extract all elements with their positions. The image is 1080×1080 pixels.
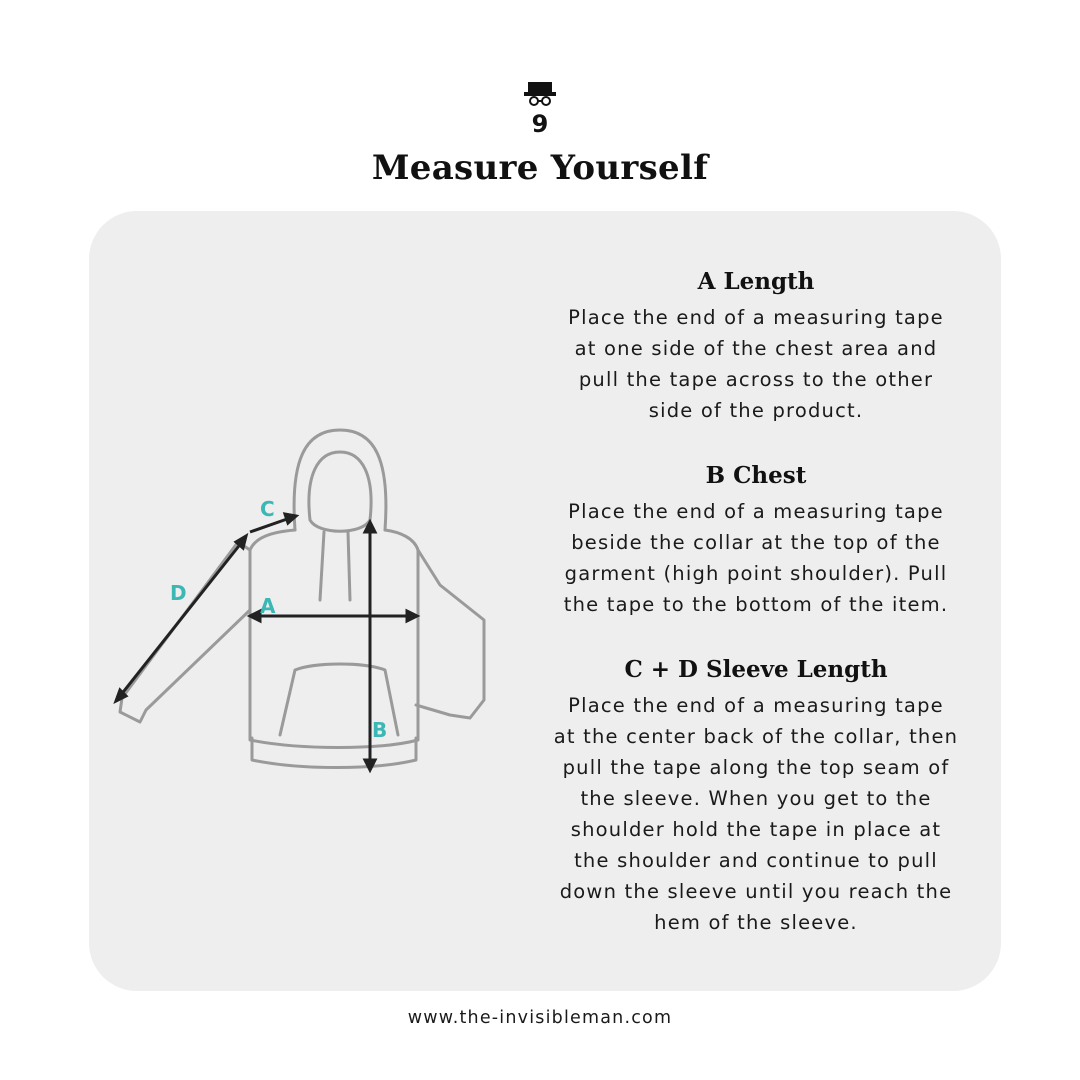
hoodie-measurement-diagram (100, 420, 500, 780)
section-sleeve-text: Place the end of a measuring tape at the center back of the collar, then pull the tape along the top seam of the sleeve. When you get to the shoulder hold the tape in place at the shoulder and continue to pull down the sleeve until you reach the hem of the sleeve. (553, 694, 959, 934)
section-length (532, 266, 980, 426)
section-sleeve-length (532, 654, 980, 938)
brand-logo-icon (520, 80, 560, 136)
label-a: A (260, 594, 276, 618)
label-b: B (372, 718, 388, 742)
label-c: C (260, 497, 275, 521)
section-length-text: Place the end of a measuring tape at one side of the chest area and pull the tape across to the other side of the product. (568, 306, 944, 422)
page-title: Measure Yourself (371, 148, 709, 188)
section-length-heading: A Length (697, 268, 815, 295)
section-chest (532, 460, 980, 620)
section-chest-heading: B Chest (705, 462, 807, 489)
label-d: D (170, 581, 187, 605)
section-sleeve-heading: C + D Sleeve Length (624, 656, 888, 683)
section-chest-text: Place the end of a measuring tape beside the collar at the top of the garment (high point shoulder). Pull the tape to the bottom of the item. (563, 500, 949, 616)
svg-text:9: 9 (531, 110, 549, 136)
website-url[interactable]: www.the-invisibleman.com (407, 1008, 673, 1028)
